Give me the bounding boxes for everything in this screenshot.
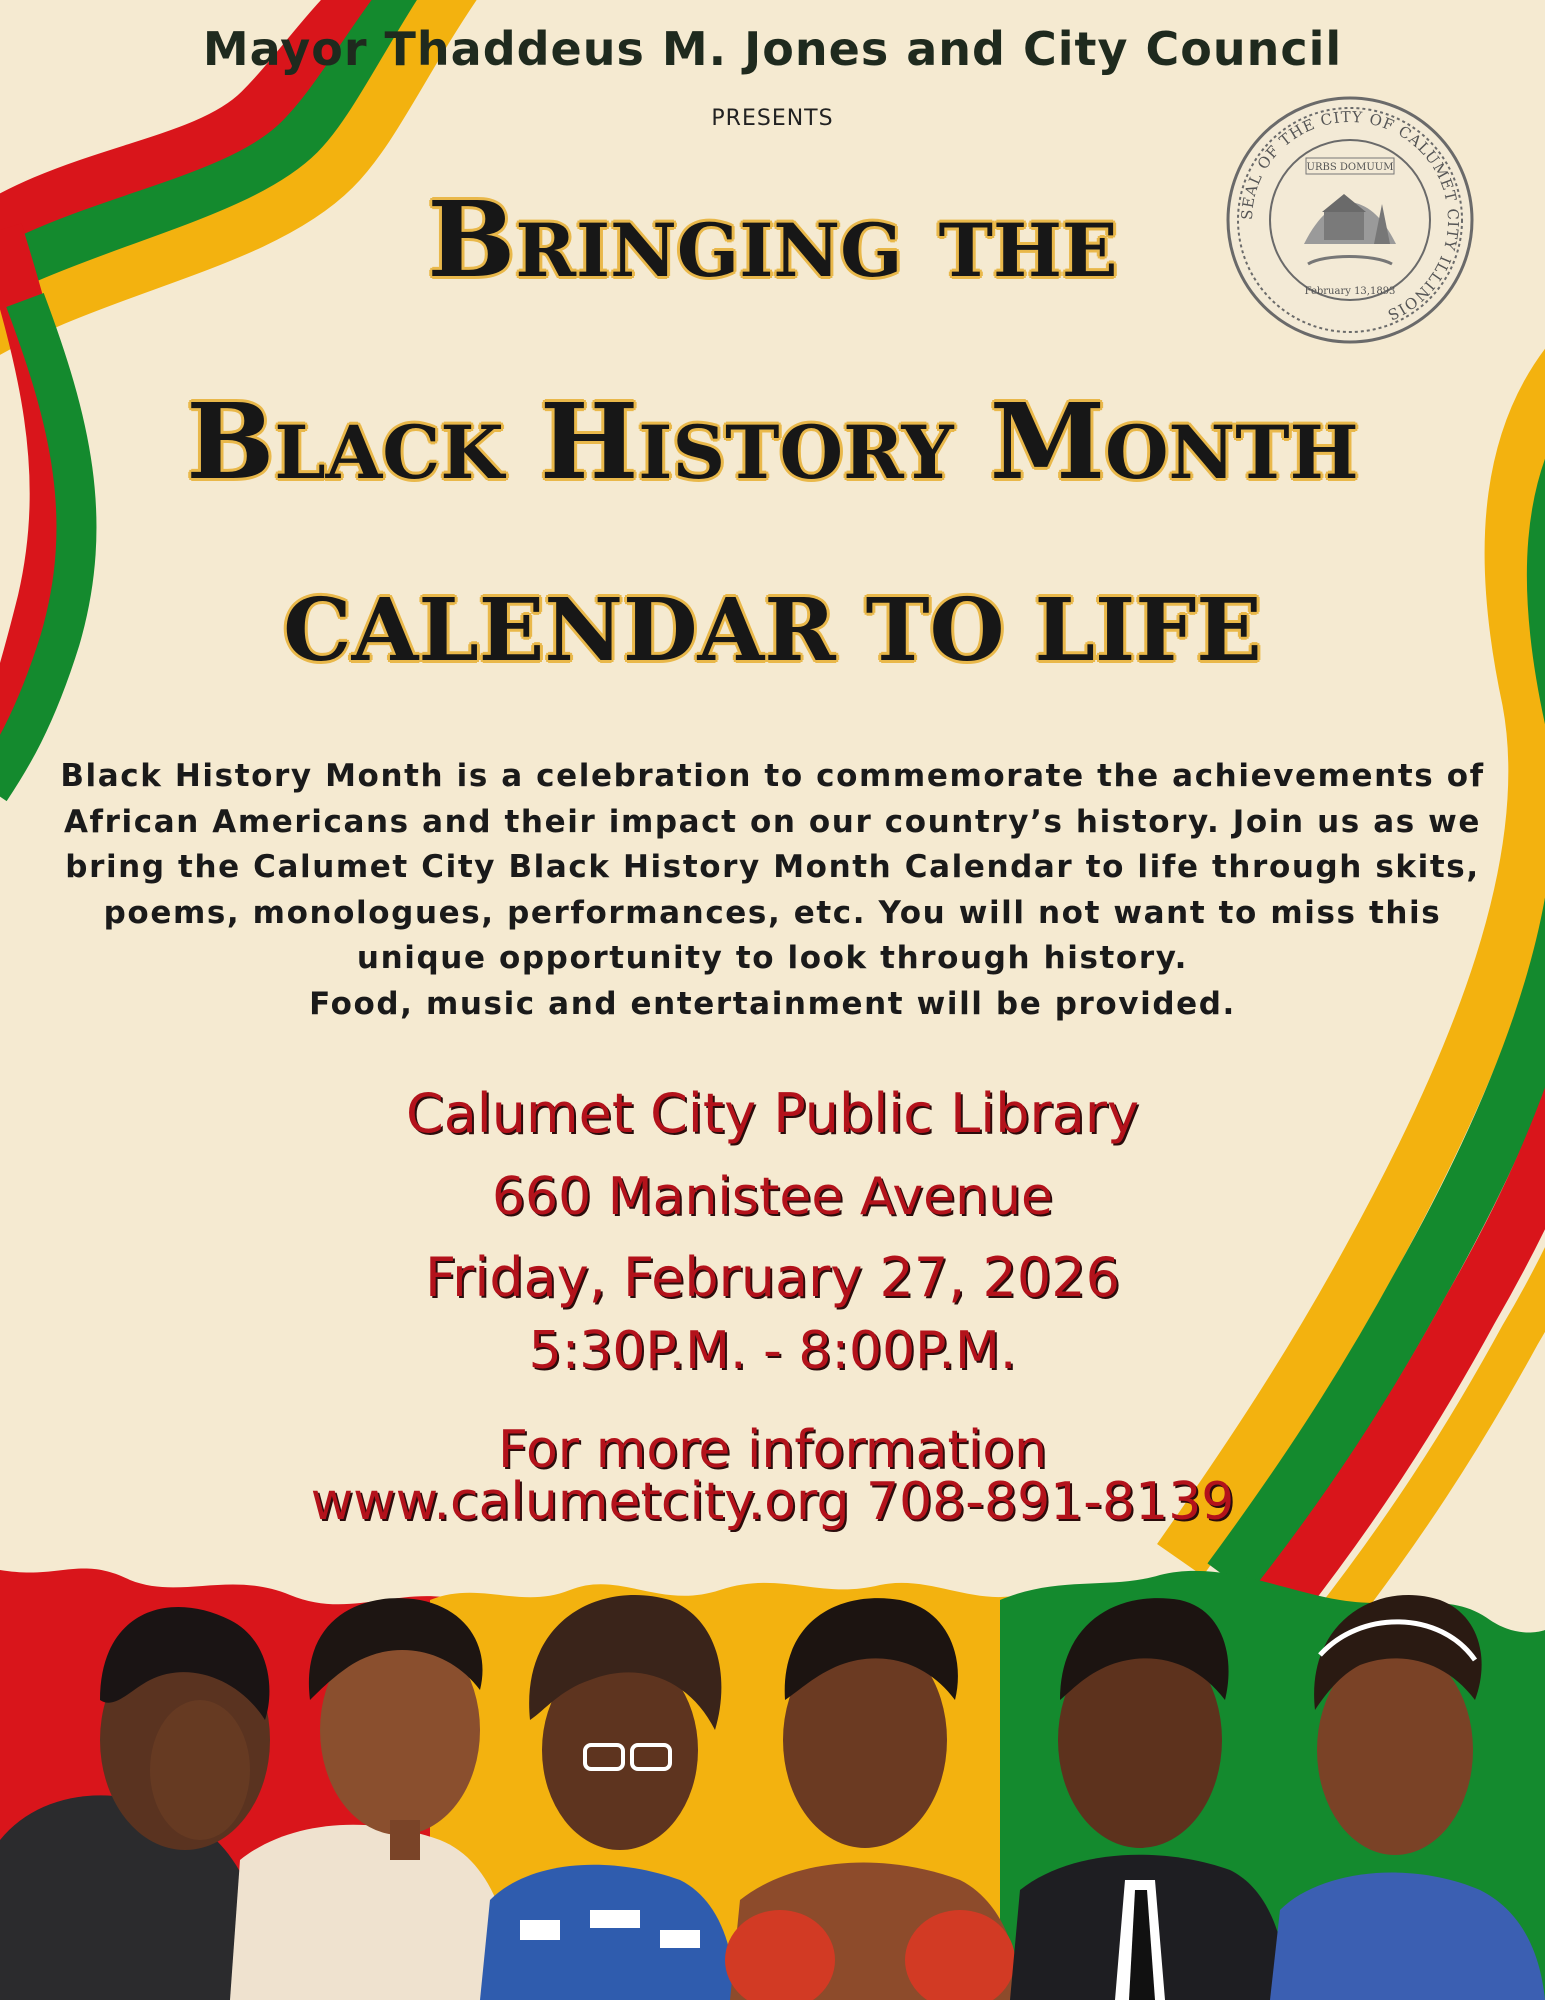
seal-ring-text: SEAL OF THE CITY OF CALUMET CITY ILLINOIS: [1237, 107, 1463, 325]
contact-info: www.calumetcity.org 708-891-8139: [310, 1472, 1235, 1532]
description-line: African Americans and their impact on our country’s history. Join us as we: [63, 803, 1482, 840]
description-line: Food, music and entertainment will be provided.: [309, 985, 1236, 1022]
description-line: Black History Month is a celebration to commemorate the achievements of: [60, 758, 1485, 794]
title-line-1: Bringing the: [427, 178, 1118, 301]
event-date: Friday, February 27, 2026: [425, 1246, 1120, 1309]
description-line: unique opportunity to look through history.: [356, 940, 1189, 976]
event-time: 5:30P.M. - 8:00P.M.: [528, 1321, 1017, 1381]
seal-motto: URBS DOMUUM: [1306, 162, 1394, 173]
description-line: poems, monologues, performances, etc. You will not want to miss this: [103, 894, 1442, 931]
host-line: Mayor Thaddeus M. Jones and City Council: [202, 22, 1343, 76]
title-line-2: Black History Month: [186, 380, 1359, 503]
title-line-3: CALENDAR TO LIFE: [283, 580, 1262, 681]
presents-label: PRESENTS: [711, 106, 834, 131]
seal-date: February 13,1893: [1304, 286, 1396, 297]
event-venue: Calumet City Public Library: [406, 1082, 1139, 1145]
event-address: 660 Manistee Avenue: [491, 1167, 1054, 1227]
description-line: bring the Calumet City Black History Month Calendar to life through skits,: [65, 849, 1480, 885]
contact-label: For more information: [497, 1420, 1048, 1480]
event-description: [60, 754, 1485, 1027]
